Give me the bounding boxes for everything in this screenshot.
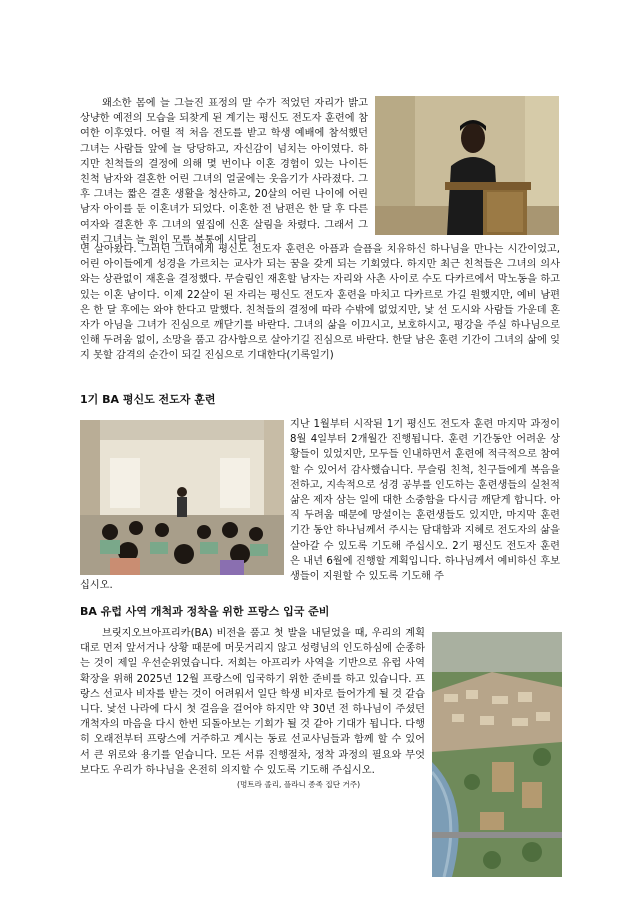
section3-paragraph: 브릿지오브아프리카(BA) 비전을 품고 첫 발을 내딛었을 때, 우리의 계획대로 먼저 앞서거나 상황 때문에 머뭇거리지 않고 성령님의 인도하심에 순종하는 것이 제일 우선순위였습니다. 저희는 아프리카 사역을 기반으로 유럽 사역 확장을 위해 2025년 12월 프랑스에 입국하기 위한 준비를 하고 있습니다. 프랑스 선교사 비자를 받는 것이 어려워서 일단 학생 비자로 들어가게 될 것 같습니다. 낯선 나라에 다시 첫 걸음을 걸어야 하지만 약 30년 전 하나님이 주셨던 개척자의 마음을 다시 한번 되돌아보는 기회가 될 것 같아 기대가 됩니다. 다행히 오래전부터 프랑스에 거주하고 계시는 동료 선교사님들과 함께 할 수 있어서 큰 위로와 용기를 얻습니다. 모든 서류 진행절차, 정착 과정의 필요와 무엇보다도 우리가 하나님을 온전히 의지할 수 있도록 기도해 주십시오. (80, 628, 425, 776)
section1-paragraph-top: 왜소한 몸에 늘 그늘진 표정의 말 수가 적었던 자리가 밝고 상냥한 예전의 모습을 되찾게 된 계기는 평신도 전도자 훈련에 참여한 이후였다. 어릴 적 처음 전도를 받고 학생 예배에 참석했던 그녀는 사람들 앞에 늘 당당하고, 자신감이 넘치는 아이였다. 하지만 친척들의 결정에 의해 몇 번이나 이혼 경험이 있는 나이든 친척 남자와 결혼한 어린 그녀의 얼굴에는 웃음기가 사라졌다. 그 후 그녀는 짧은 결혼 생활을 청산하고, 20살의 어린 나이에 어린 남자 아이를 둔 이혼녀가 되었다. 이혼한 전 남편은 한 달 후 다른 여자와 결혼한 후 그녀의 옆집에 신혼 살림을 차렸다. 그래서 그런지 그녀는 늘 원인 모를 복통에 시달리 (80, 98, 368, 246)
photo-aerial-town (432, 632, 562, 877)
section2-paragraph-tail: 십시오. (80, 580, 113, 591)
section1-paragraph-rest: 면 살아왔다. 그러던 그녀에게 평신도 전도자 훈련은 아픔과 슬픔을 치유하신 하나님을 만나는 시간이었고, 어린 아이들에게 성경을 가르치는 교사가 되는 꿈을 갖게 되는 기회였다. 하지만 최근 친척들은 그녀의 의사와는 상관없이 재혼을 결정했다. 무슬림인 재혼할 남자는 자리와 사촌 사이로 수도 다카르에서 막노동을 하고 있는 이혼 남이다. 이제 22살이 된 자리는 평신도 전도자 훈련을 마치고 다카르로 가길 원했지만, 예비 남편은 한 달 후에는 와야 한다고 말했다. 친척들의 결정에 따라 수밖에 없었지만, 낯 선 도시와 사람들 가운데 혼자가 아님을 그녀가 진심으로 깨닫기를 바란다. 그녀의 삶을 이끄시고, 보호하시고, 평강을 주실 하나님으로 인해 두려움 없이, 소망을 품고 감사함으로 살아기길 진심으로 바란다. 한달 남은 훈련 기간이 그녀의 삶에 잊지 못할 감격의 순간이 되길 진심으로 기대한다(기록일기) (80, 244, 560, 362)
photo-woman-at-podium (375, 96, 559, 235)
section2-heading: 1기 BA 평신도 전도자 훈련 (80, 393, 216, 406)
photo-training-session (80, 420, 284, 575)
section3-heading: BA 유럽 사역 개척과 정착을 위한 프랑스 입국 준비 (80, 605, 330, 618)
photo-caption: (멍트라 졸리, 플라니 종족 집단 거주) (237, 780, 361, 789)
section2-paragraph: 지난 1월부터 시작된 1기 평신도 전도자 훈련 마지막 과정이 8월 4일부터 2개월간 진행됩니다. 훈련 기간동안 어려운 상황들이 있었지만, 모두들 인내하면서 훈련에 적극적으로 참여할 수 있어서 감사했습니다. 무슬림 친척, 친구들에게 복음을 전하고, 지속적으로 성경 공부를 인도하는 훈련생들의 실천적 삶은 제자 삼는 일에 대한 소중함을 다시금 깨닫게 합니다. 아직 두려움 때문에 망설이는 훈련생들도 있지만, 마지막 훈련 기간 동안 하나님께서 주시는 담대함과 지혜로 전도자의 삶을 살아갈 수 있도록 기도해 주십시오. 2기 평신도 전도자 훈련은 내년 6월에 진행할 계획입니다. 하나님께서 예비하신 후보생들이 지원할 수 있도록 기도해 주 (290, 419, 560, 583)
